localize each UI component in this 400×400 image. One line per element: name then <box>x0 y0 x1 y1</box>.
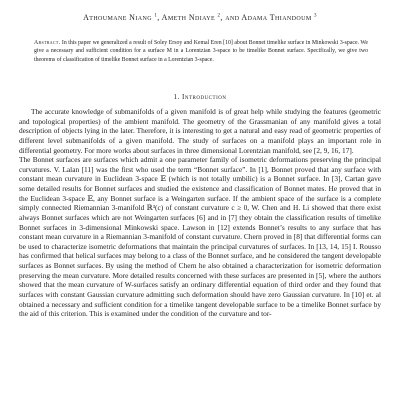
author-name: Ameth Ndiaye <box>161 13 216 22</box>
section-heading: 1. Introduction <box>173 93 227 101</box>
body-paragraph: The Bonnet surfaces are surfaces which admit a one parameter family of isometric deformations preserving the principal curvatures. V. Lalan [11] was the first who used the term “Bonnet surface”. In [1], Bonnet proved that any surface with constant mean curvature in Euclidean 3-space 𝔼 (which is not totally umbilic) is a Bonnet surface. In [3], Cartan gave some detailed results for Bonnet surfaces and studied the existence and classification of Bonnet mates. He proved that in the Euclidean 3-space 𝔼, any Bonnet surface is a Weingarten surface. If the ambient space of the surface is a complete simply connected Riemannian 3-manifold ℝ³(c) of constant curvature c ≥ 0, W. Chen and H. Li showed that there exist always Bonnet surfaces which are not Weingarten surfaces [6] and in [7] they obtain the classification results of timelike Bonnet surfaces in 3-dimensional Minkowski space. Lawson in [12] extends Bonnet’s results to any surface that has constant mean curvature in a Riemannian 3-manifold of constant curvature. Chern proved in [8] that differential forms can be used to characterize isometric deformations that maintain the principal curvatures of surfaces. In [13, 14, 15] I. Rousso has confirmed that helical surfaces may belong to a class of the Bonnet surface, and he considered the tangent developable surfaces as Bonnet surfaces. By using the method of Chern he also obtained a characterization for isometric deformation preserving the mean curvature. More detailed results concerned with these surfaces are presented in [5], where the authors showed that the mean curvature of W-surfaces satisfy an ordinary differential equation of third order and they found that surfaces with constant Gaussian curvature admitting such deformation should have zero Gaussian curvature. In [10] et. al obtained a necessary and sufficient condition for a timelike tangent developable surface to be a timelike Bonnet surface by the aid of this criterion. This is examined under the condition of the curvature and tor- <box>19 155 381 319</box>
affiliation-mark: 2 <box>217 13 221 19</box>
affiliation-mark: 1 <box>154 13 158 19</box>
body-text <box>19 107 381 319</box>
author-name: Athoumane Niang <box>83 13 152 22</box>
abstract-label: Abstract. <box>34 40 61 46</box>
affiliation-mark: 3 <box>314 13 317 19</box>
abstract-text: In this paper we generalized a result of Soley Ersoy and Kemal Eren [10] about Bonnet timelike surface in Minkowski 3-space. We give a necessary and sufficient condition for a surface M in a Lorentzian 3-space to be timelike Bonnet surface. Specifically, we give two theorems of classification of timelike Bonnet surface in a Lorentzian 3-space. <box>34 40 368 63</box>
body-paragraph: The accurate knowledge of submanifolds of a given manifold is of great help while studying the features (geometric and topological properties) of the ambient manifold. The geometry of the Grassmanian of any manifold gives a total description of objects lying in the later. Therefore, it is interesting to get a natural and easy read of geometric properties of different level submanifolds of a given manifold. The study of surfaces on a manifold plays an important role in differential geometry. For more works about surfaces in three dimensional Lorentzian manifold, see [2, 9, 16, 17]. <box>19 107 381 155</box>
author-line: Athoumane Niang $^1$, Ameth Ndiaye $^2$, and Adama Thiandoum $^3$ <box>83 13 317 22</box>
abstract <box>34 39 368 64</box>
author-conjunction: and <box>225 13 240 22</box>
author-name: Adama Thiandoum <box>241 13 312 22</box>
